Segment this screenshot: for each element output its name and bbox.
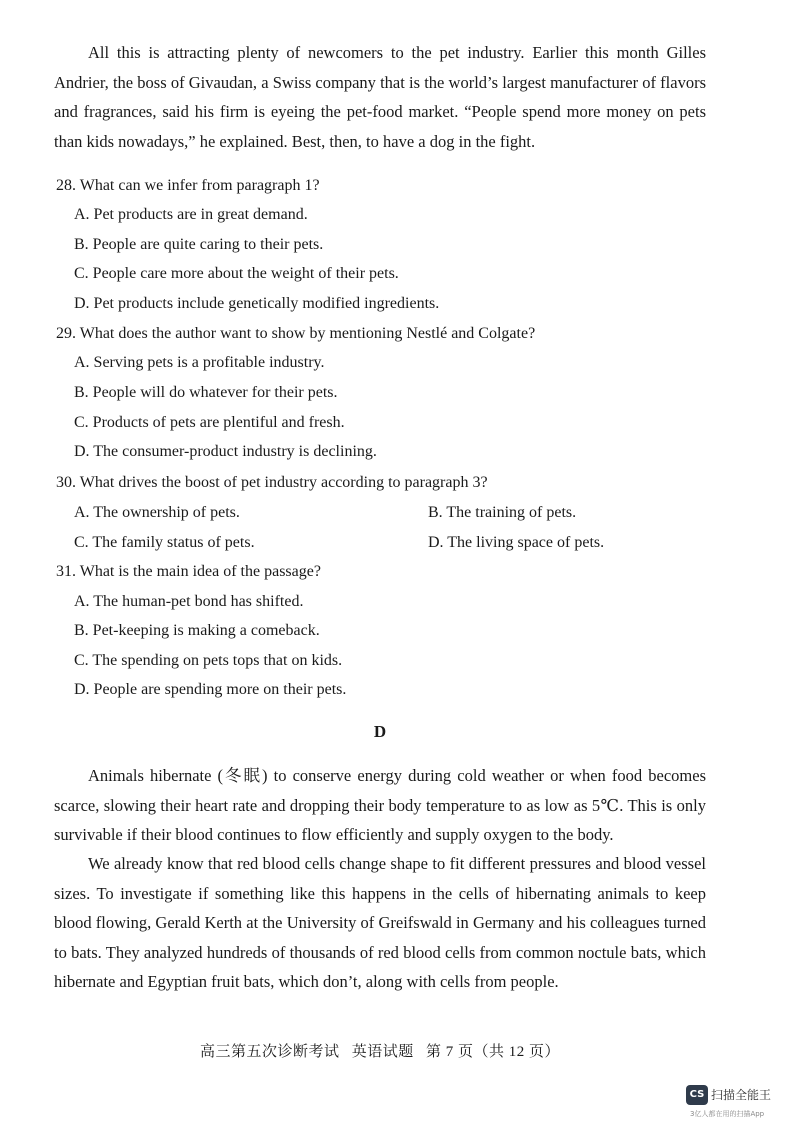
footer-page-number: 第 7 页（共 12 页） (426, 1044, 561, 1060)
question-28-option-c: C. People care more about the weight of their pets. (74, 265, 399, 282)
question-31-option-a: A. The human-pet bond has shifted. (74, 593, 304, 610)
footer-exam-name: 高三第五次诊断考试 (199, 1044, 340, 1060)
page-footer (0, 1040, 760, 1061)
question-29-stem: 29. What does the author want to show by mentioning Nestlé and Colgate? (56, 325, 536, 342)
section-d-paragraph-1: Animals hibernate (冬眠) to conserve energy during cold weather or when food becomes scarce, slowing their heart rate and dropping their body temperature to as low as 5℃. This is only survivable if their blood continues to flow efficiently and supply oxygen to the body. (54, 766, 706, 844)
question-30-option-c: C. The family status of pets. (74, 534, 255, 551)
question-28-option-b: B. People are quite caring to their pets. (74, 236, 324, 253)
passage-c-last-paragraph: All this is attracting plenty of newcomers to the pet industry. Earlier this month Gilles Andrier, the boss of Givaudan, a Swiss company that is the world’s largest manufacturer of flavors and fragrances, said his firm is eyeing the pet-food market. “People spend more money on pets than kids nowadays,” he explained. Best, then, to have a dog in the fight. (54, 43, 706, 151)
question-31-option-d: D. People are spending more on their pets. (74, 681, 347, 698)
question-31-option-c: C. The spending on pets tops that on kids. (74, 652, 343, 669)
question-29-option-c: C. Products of pets are plentiful and fresh. (74, 414, 345, 431)
question-30-option-d: D. The living space of pets. (428, 534, 605, 551)
question-29-option-d: D. The consumer-product industry is declining. (74, 443, 377, 460)
camscanner-logo-icon: CS (686, 1085, 708, 1105)
question-28-option-a: A. Pet products are in great demand. (74, 206, 308, 223)
scanner-watermark (686, 1085, 796, 1125)
question-31-option-b: B. Pet-keeping is making a comeback. (74, 622, 320, 639)
watermark-tagline: 3亿人都在用的扫描App (690, 1110, 765, 1118)
question-30-option-a: A. The ownership of pets. (74, 504, 240, 521)
question-28-option-d: D. Pet products include genetically modified ingredients. (74, 295, 440, 312)
question-31-stem: 31. What is the main idea of the passage? (56, 563, 321, 580)
footer-subject: 英语试题 (351, 1044, 414, 1060)
section-heading: D (373, 722, 387, 741)
question-30-option-b: B. The training of pets. (428, 504, 577, 521)
section-d-paragraph-2: We already know that red blood cells change shape to fit different pressures and blood vessel sizes. To investigate if something like this happens in the cells of hibernating animals to keep blood flowing, Gerald Kerth at the University of Greifswald in Germany and his colleagues turned to bats. They analyzed hundreds of thousands of red blood cells from common noctule bats, which hibernate and Egyptian fruit bats, which don’t, along with cells from people. (54, 854, 706, 991)
question-29-option-b: B. People will do whatever for their pets. (74, 384, 338, 401)
question-28-stem: 28. What can we infer from paragraph 1? (56, 177, 320, 194)
question-30-stem: 30. What drives the boost of pet industry according to paragraph 3? (56, 474, 488, 491)
watermark-app-name: 扫描全能王 (711, 1088, 772, 1102)
question-29-option-a: A. Serving pets is a profitable industry. (74, 354, 325, 371)
